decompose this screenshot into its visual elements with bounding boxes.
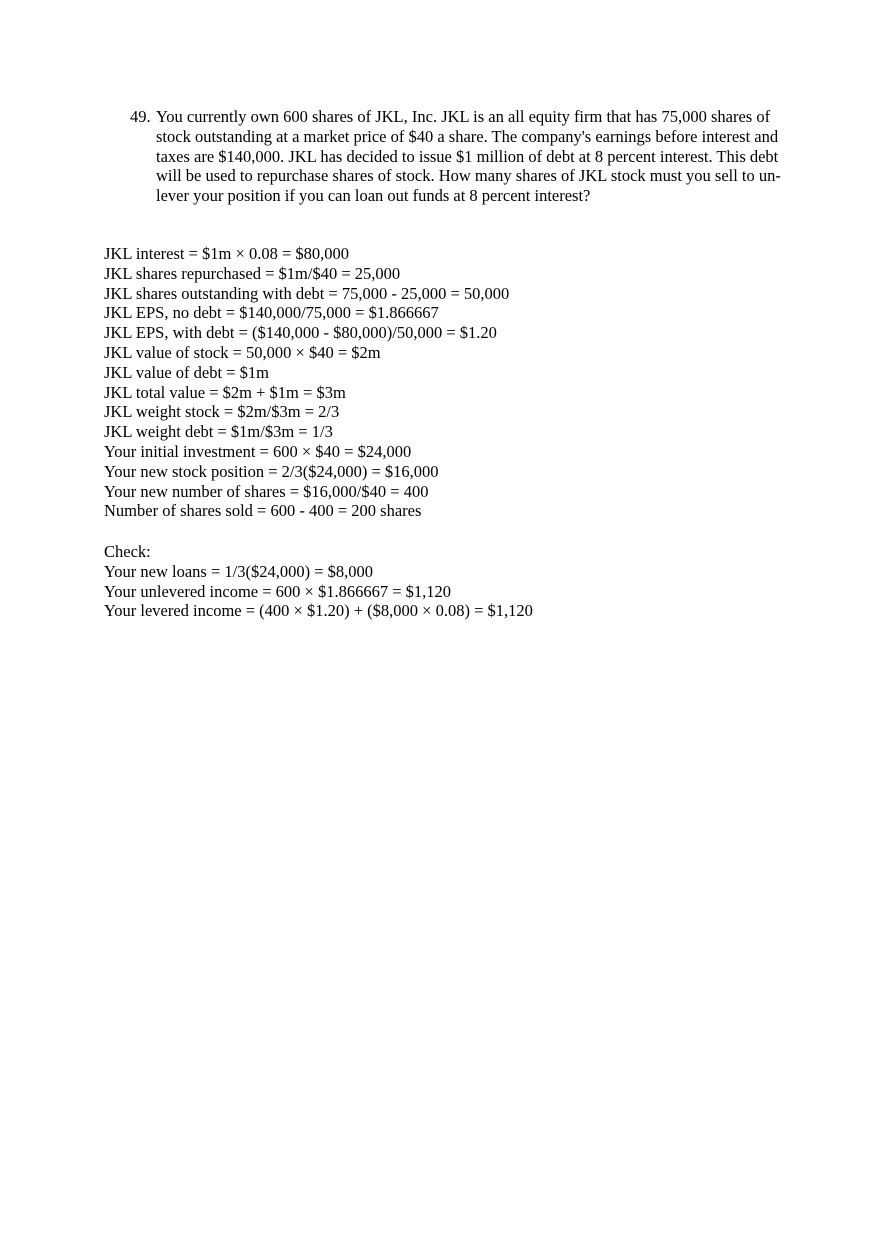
check-line: Your levered income = (400 × $1.20) + ($8,000 × 0.08) = $1,120 bbox=[104, 601, 533, 621]
solution-line: Your new stock position = 2/3($24,000) = $16,000 bbox=[104, 461, 439, 481]
solution-line: JKL shares outstanding with debt = 75,000 - 25,000 = 50,000 bbox=[104, 283, 510, 303]
solution-line: JKL interest = $1m × 0.08 = $80,000 bbox=[104, 244, 349, 263]
solution-line: JKL EPS, no debt = $140,000/75,000 = $1.866667 bbox=[104, 303, 439, 323]
solution-line: JKL total value = $2m + $1m = $3m bbox=[104, 382, 346, 402]
question-number: 49. bbox=[130, 107, 151, 126]
check-block bbox=[104, 542, 824, 621]
solution-line: JKL weight debt = $1m/$3m = 1/3 bbox=[104, 422, 333, 442]
solution-line: JKL shares repurchased = $1m/$40 = 25,000 bbox=[104, 263, 401, 283]
question-text: You currently own 600 shares of JKL, Inc. JKL is an all equity firm that has 75,000 shares of stock outstanding at a market price of $40 a share. The company's earnings before interest and taxes are $140,000. JKL has decided to issue $1 million of debt at 8 percent interest. This debt will be used to repurchase shares of stock. How many shares of JKL stock must you sell to un-lever your position if you can loan out funds at 8 percent interest? bbox=[156, 107, 781, 206]
question-block bbox=[130, 107, 800, 206]
solution-line: Your initial investment = 600 × $40 = $24,000 bbox=[104, 441, 412, 461]
check-heading: Check: bbox=[104, 542, 151, 561]
solution-line: JKL weight stock = $2m/$3m = 2/3 bbox=[104, 402, 340, 422]
solution-line: JKL value of debt = $1m bbox=[104, 362, 269, 382]
solution-line: Your new number of shares = $16,000/$40 = 400 bbox=[104, 481, 429, 501]
check-line: Your new loans = 1/3($24,000) = $8,000 bbox=[104, 561, 374, 581]
check-line: Your unlevered income = 600 × $1.866667 = $1,120 bbox=[104, 581, 452, 601]
solution-line: JKL EPS, with debt = ($140,000 - $80,000)/50,000 = $1.20 bbox=[104, 323, 497, 343]
solution-line: Number of shares sold = 600 - 400 = 200 shares bbox=[104, 501, 422, 521]
solution-line: JKL value of stock = 50,000 × $40 = $2m bbox=[104, 342, 381, 362]
solution-block bbox=[104, 244, 824, 521]
